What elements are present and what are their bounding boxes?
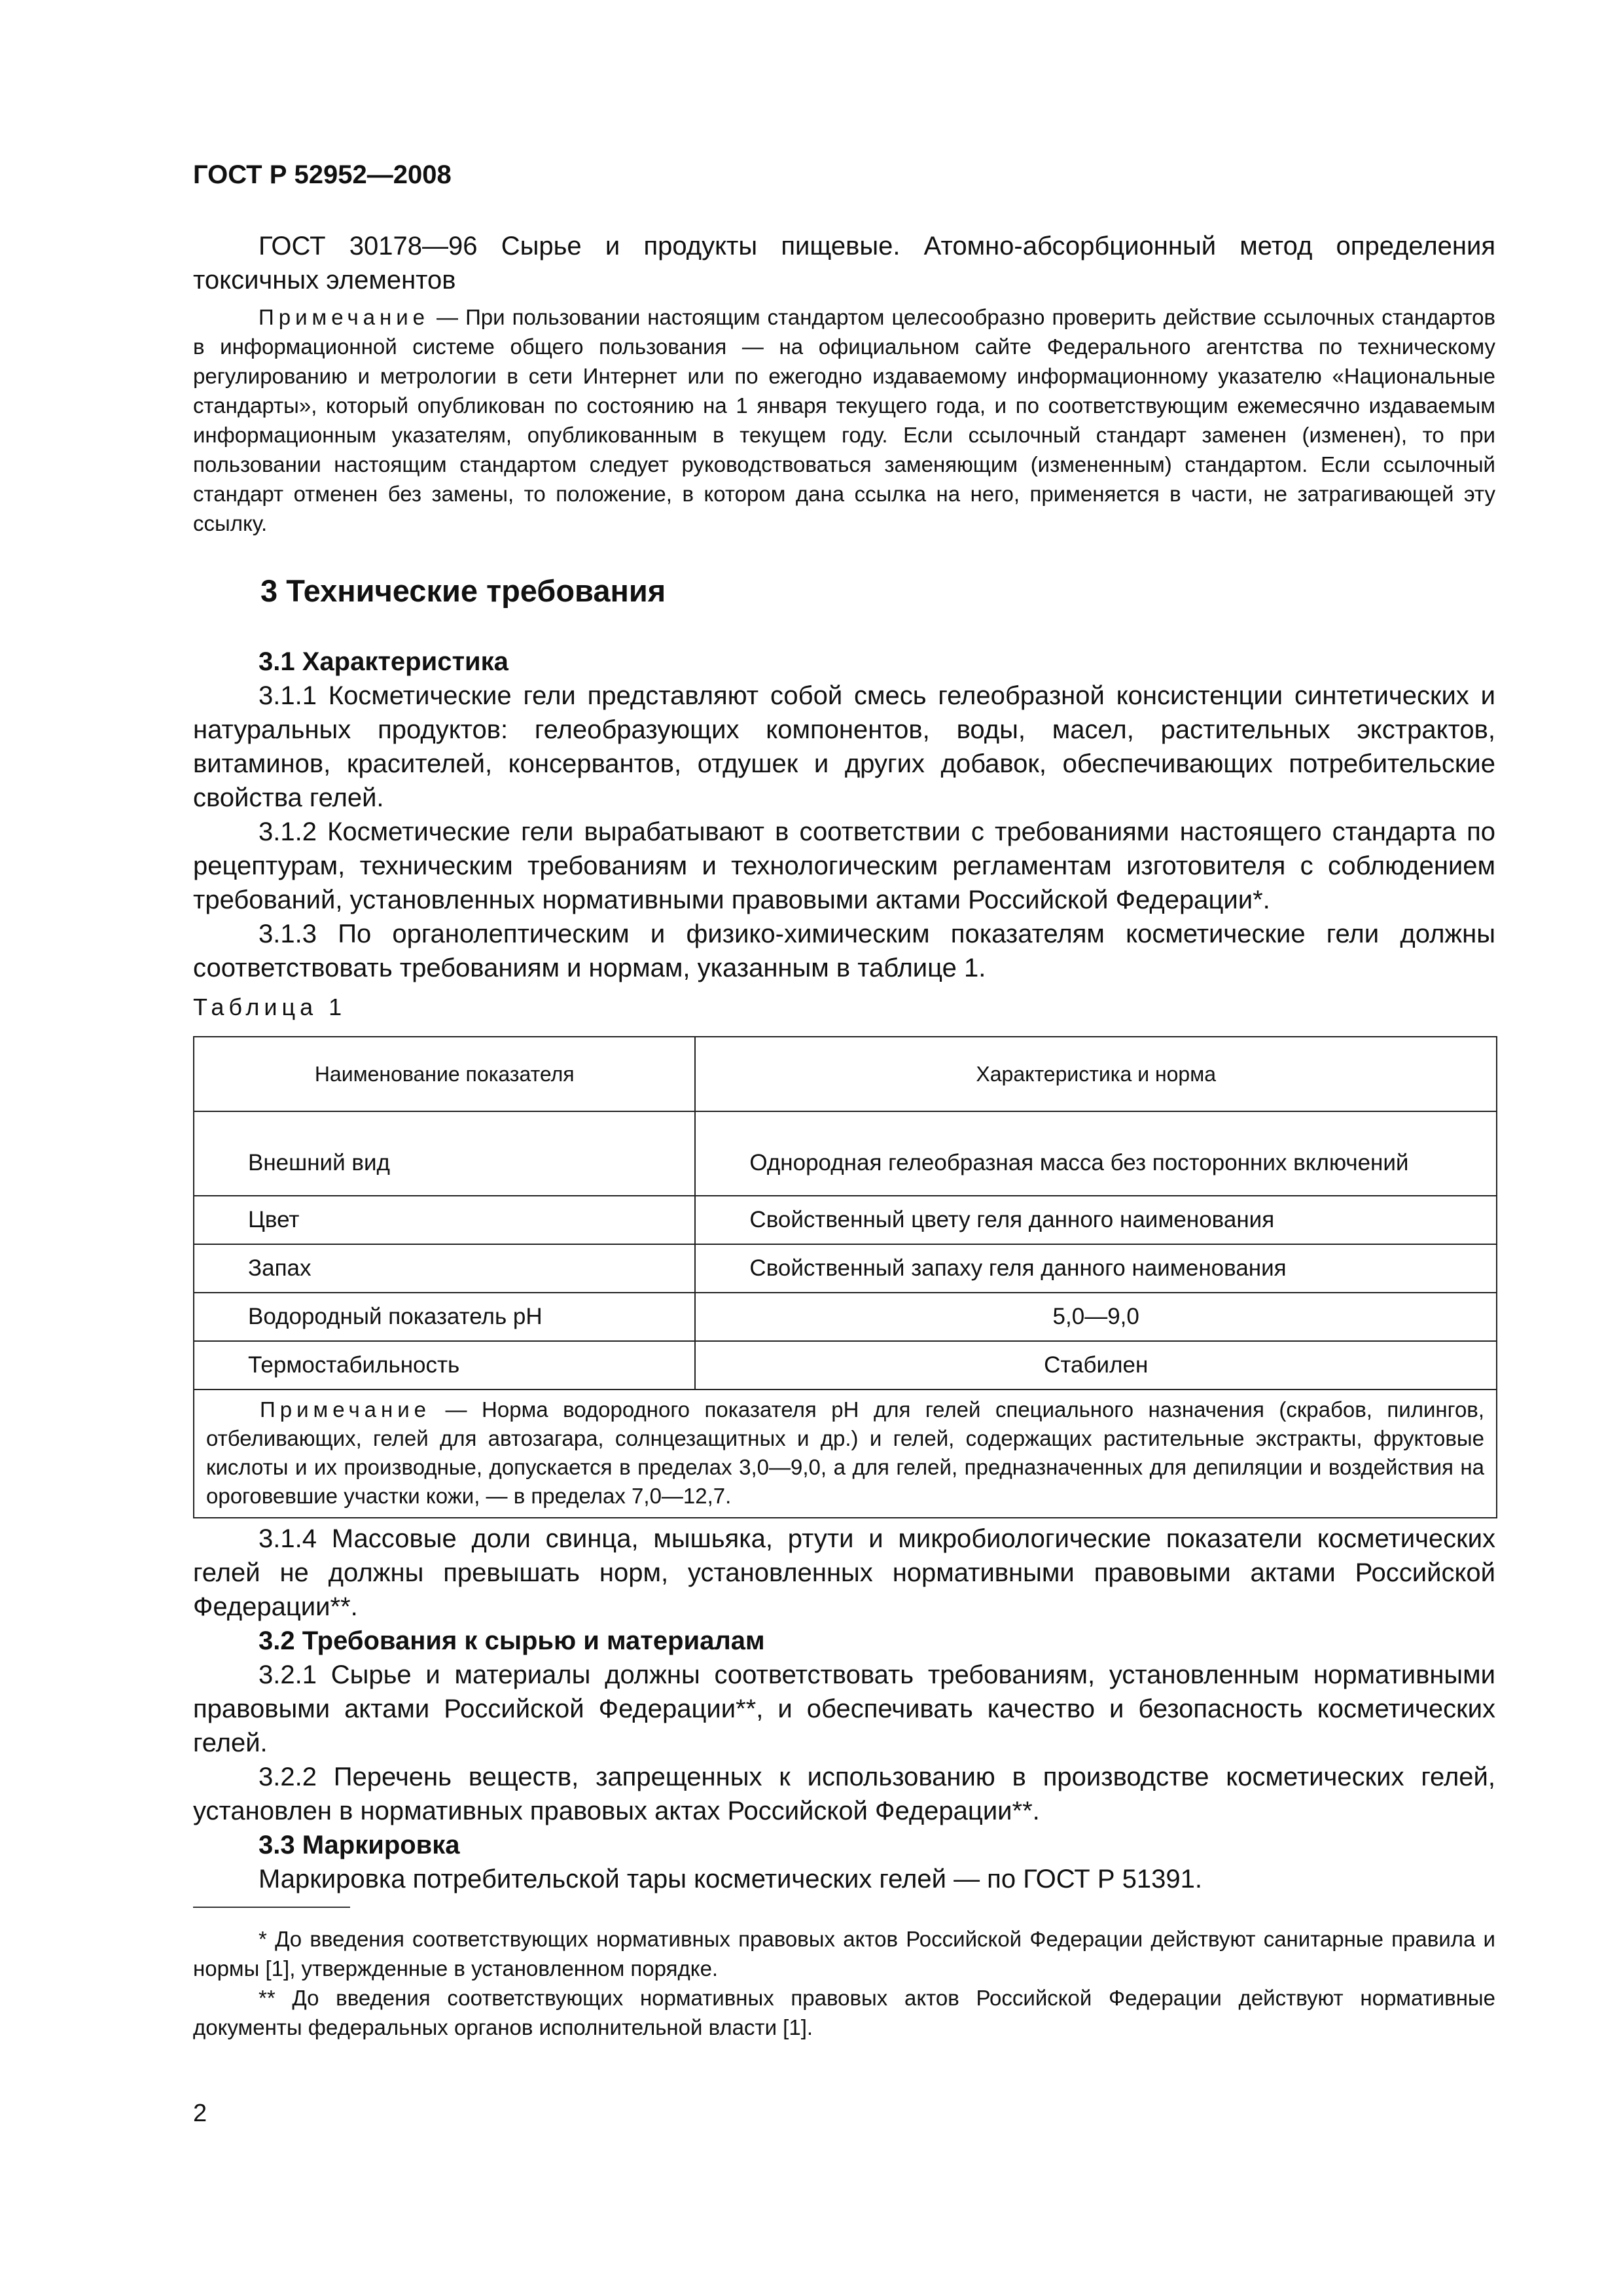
table-1	[193, 1036, 1497, 1518]
table-note	[194, 1390, 1497, 1518]
table-note-text: — Норма водородного показателя pH для гелей специального назначения (скрабов, пилингов, отбеливающих, гелей для автозагара, солнцезащитных и др.) и гелей, содержащих растительные экстракты, фруктовые кислоты и их производные, допускается в пределах 3,0—9,0, а для гелей, предназначенных для депиляции и воздействия на ороговевшие участки кожи, — в пределах 7,0—12,7.	[206, 1397, 1484, 1508]
page-number: 2	[193, 2100, 207, 2127]
reference-gost-30178: ГОСТ 30178—96 Сырье и продукты пищевые. Атомно-абсорбционный метод определения токсичных элементов	[193, 232, 1495, 295]
table-header-row	[194, 1037, 1497, 1111]
footnote-1: * До введения соответствующих нормативных правовых актов Российской Федерации действуют санитарные правила и нормы [1], утвержденные в установленном порядке.	[193, 1927, 1495, 1981]
footnote-2: ** До введения соответствующих нормативных правовых актов Российской Федерации действуют нормативные документы федеральных органов исполнительной власти [1].	[193, 1986, 1495, 2039]
table-cell-value: 5,0—9,0	[695, 1293, 1497, 1341]
subsection-title-3-2: 3.2 Требования к сырью и материалам	[259, 1626, 765, 1655]
table-note-label: Примечание	[260, 1397, 431, 1422]
note-label: Примечание	[259, 305, 430, 329]
paragraph-3-3: Маркировка потребительской тары косметических гелей — по ГОСТ Р 51391.	[259, 1865, 1202, 1893]
subsection-title-3-1: 3.1 Характеристика	[259, 647, 508, 676]
paragraph-3-1-4: 3.1.4 Массовые доли свинца, мышьяка, ртути и микробиологические показатели косметических гелей не должны превышать норм, установленных нормативными правовыми актами Российской Федерации**.	[193, 1524, 1495, 1621]
section-3-1-4-to-3-3	[193, 1522, 1495, 1896]
table-cell-name: Запах	[194, 1244, 695, 1293]
paragraph-3-1-1: 3.1.1 Косметические гели представляют собой смесь гелеобразной консистенции синтетических и натуральных продуктов: гелеобразующих компонентов, воды, масел, растительных экстрактов, витаминов, красителей, консервантов, отдушек и других добавок, обеспечивающих потребительские свойства гелей.	[193, 681, 1495, 812]
footnote-rule	[193, 1907, 350, 1908]
paragraph-3-2-1: 3.2.1 Сырье и материалы должны соответствовать требованиям, установленным нормативными правовыми актами Российской Федерации**, и обеспечивать качество и безопасность косметических гелей.	[193, 1660, 1495, 1757]
table-cell-name: Цвет	[194, 1196, 695, 1244]
table-cell-name: Водородный показатель pH	[194, 1293, 695, 1341]
subsection-title-3-3: 3.3 Маркировка	[259, 1831, 460, 1859]
table-header-name: Наименование показателя	[194, 1037, 695, 1111]
table-row	[194, 1111, 1497, 1196]
table-cell-value: Стабилен	[695, 1341, 1497, 1390]
table-cell-name: Термостабильность	[194, 1341, 695, 1390]
table-cell-value: Свойственный запаху геля данного наименования	[695, 1244, 1497, 1293]
table-row	[194, 1196, 1497, 1244]
table-row	[194, 1341, 1497, 1390]
paragraph-3-2-2: 3.2.2 Перечень веществ, запрещенных к использованию в производстве косметических гелей, установлен в нормативных правовых актах Российской Федерации**.	[193, 1763, 1495, 1825]
section-title: 3 Технические требования	[260, 573, 666, 608]
document-header: ГОСТ Р 52952—2008	[193, 160, 452, 189]
table-cell-name: Внешний вид	[194, 1111, 695, 1196]
table-caption: Таблица 1	[193, 994, 347, 1020]
note-text: — При пользовании настоящим стандартом целесообразно проверить действие ссылочных стандартов в информационной системе общего пользования — на официальном сайте Федерального агентства по техническому регулированию и метрологии в сети Интернет или по ежегодно издаваемому информационному указателю «Национальные стандарты», который опубликован по состоянию на 1 января текущего года, и по соответствующим ежемесячно издаваемым информационным указателям, опубликованным в текущем году. Если ссылочный стандарт заменен (изменен), то при пользовании настоящим стандартом следует руководствоваться заменяющим (измененным) стандартом. Если ссылочный стандарт отменен без замены, то положение, в котором дана ссылка на него, применяется в части, не затрагивающей эту ссылку.	[193, 305, 1495, 535]
table-row	[194, 1293, 1497, 1341]
paragraph-3-1-2: 3.1.2 Косметические гели вырабатывают в соответствии с требованиями настоящего стандарта по рецептурам, техническим требованиям и технологическим регламентам изготовителя с соблюдением требований, установленных нормативными правовыми актами Российской Федерации*.	[193, 817, 1495, 914]
table-cell-value: Свойственный цвету геля данного наименования	[695, 1196, 1497, 1244]
table-header-norm: Характеристика и норма	[695, 1037, 1497, 1111]
table-cell-value: Однородная гелеобразная масса без посторонних включений	[695, 1111, 1497, 1196]
references-note	[193, 302, 1495, 538]
section-3-1	[193, 645, 1495, 985]
footnotes	[193, 1924, 1495, 2042]
table-note-row	[194, 1390, 1497, 1518]
table-row	[194, 1244, 1497, 1293]
paragraph-3-1-3: 3.1.3 По органолептическим и физико-химическим показателям косметические гели должны соответствовать требованиям и нормам, указанным в таблице 1.	[193, 920, 1495, 982]
